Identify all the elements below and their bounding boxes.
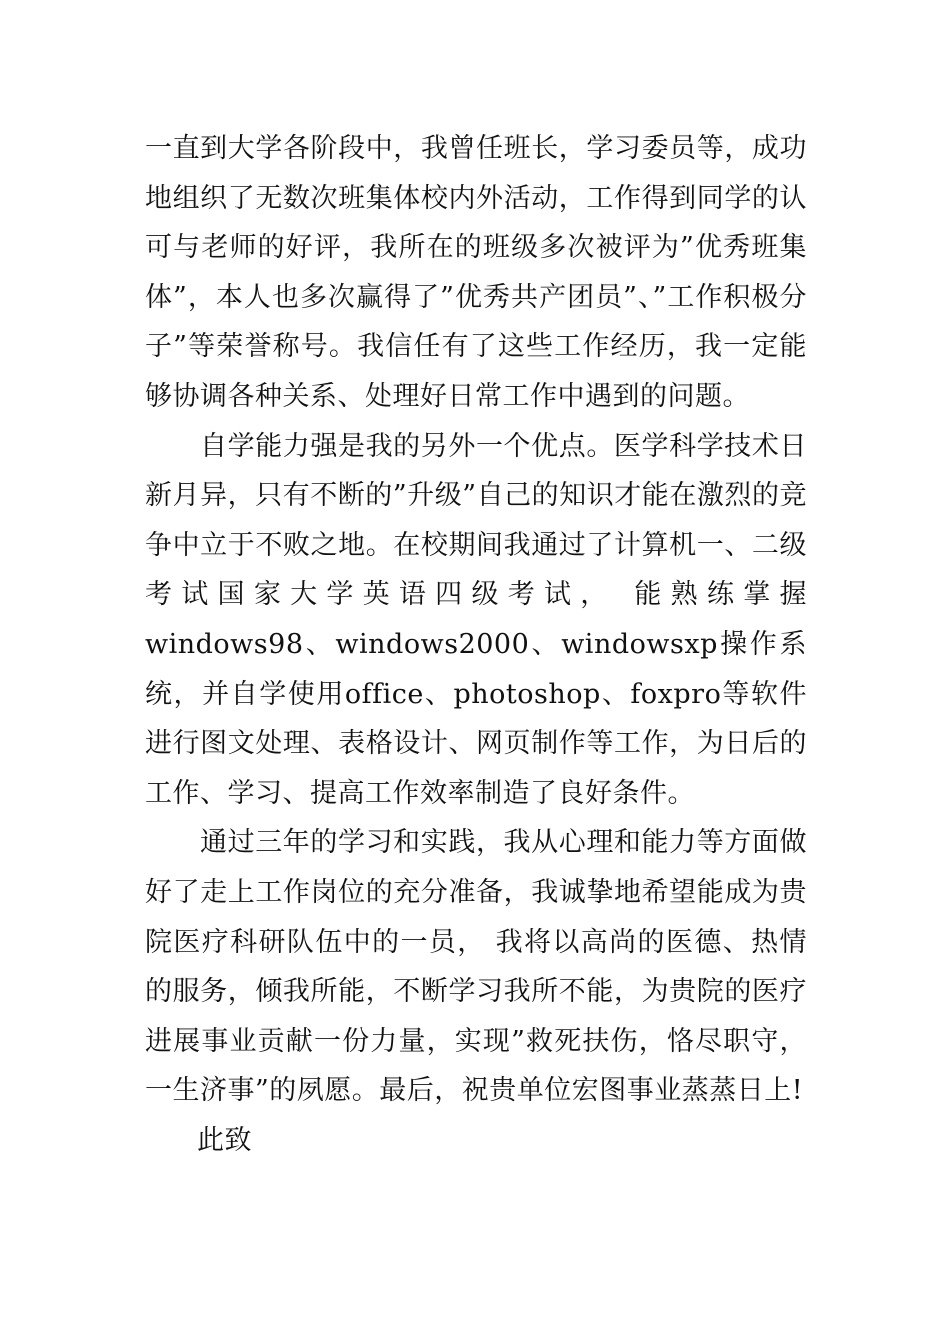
paragraph-leadership: 一直到大学各阶段中，我曾任班长，学习委员等，成功地组织了无数次班集体校内外活动，工作得到同学的认可与老师的好评，我所在的班级多次被评为”优秀班集体”，本人也多次赢得了”优秀共产团员”、”工作积极分子”等荣誉称号。我信任有了这些工作经历，我一定能够协调各种关系、处理好日常工作中遇到的问题。 <box>145 133 807 412</box>
letter-body <box>145 124 807 1165</box>
paragraph-aspiration: 通过三年的学习和实践，我从心理和能力等方面做好了走上工作岗位的充分准备，我诚挚地希望能成为贵院医疗科研队伍中的一员， 我将以高尚的医德、热情的服务，倾我所能，不断学习我所不能，为贵院的医疗进展事业贡献一份力量，实现”救死扶伤，恪尽职守，一生济事”的夙愿。最后，祝贵单位宏图事业蒸蒸日上! <box>145 827 807 1107</box>
closing-salutation: 此致 <box>197 1124 252 1156</box>
paragraph-self-study: 自学能力强是我的另外一个优点。医学科学技术日新月异，只有不断的”升级”自己的知识才能在激烈的竞争中立于不败之地。在校期间我通过了计算机一、二级考试国家大学英语四级考试， 能熟练掌握windows98、windows2000、windowsxp操作系统，并自学使用office、photoshop、foxpro等软件进行图文处理、表格设计、网页制作等工作，为日后的工作、学习、提高工作效率制造了良好条件。 <box>145 430 807 809</box>
